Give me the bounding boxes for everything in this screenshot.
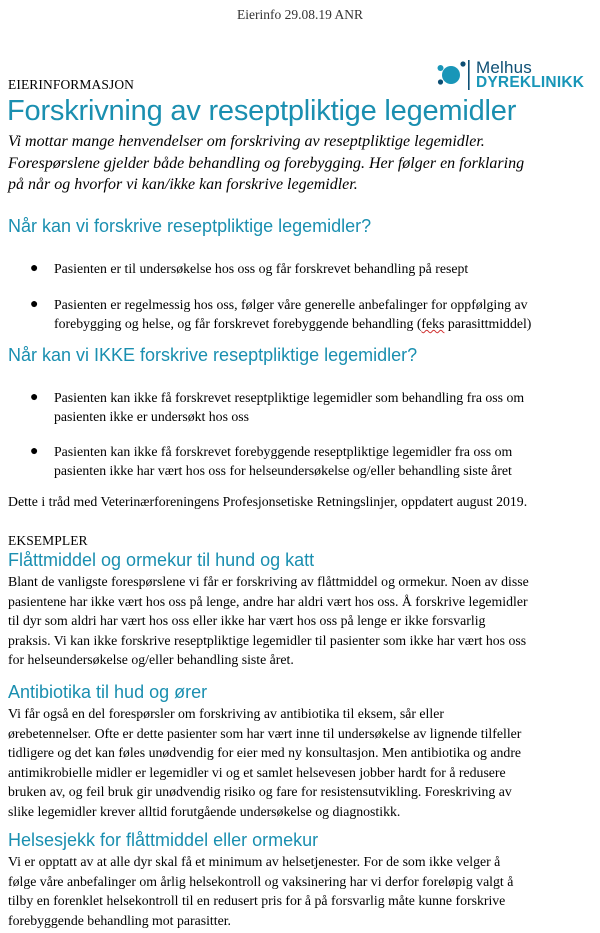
paragraph-line: bruken av, og feil bruk gir unødvendig risiko og fare for resistensutvikling. Foreskriving av — [8, 784, 512, 799]
paragraph-line: ørebetennelser. Ofte er dette pasienter som har vært inne til undersøkelse av lignende tilfeller — [8, 725, 522, 741]
list-item-text: Pasienten kan ikke få forskrevet reseptpliktige legemidler som behandling fra oss om — [54, 390, 525, 405]
bullet-icon: ● — [30, 390, 39, 405]
example-heading: Helsesjekk for flåttmiddel eller ormekur — [8, 830, 319, 850]
paragraph-line: tidligere og det kan føles unødvendig for eier med ny konsultasjon. Men antibiotika og andre — [8, 745, 522, 760]
bullet-icon: ● — [30, 261, 39, 276]
paragraph-line: Vi får også en del forespørsler om forskriving av antibiotika til eksem, sår eller — [8, 706, 444, 721]
example-paragraph — [8, 852, 593, 930]
paragraph-line: forebyggende behandling mot parasitter. — [8, 912, 231, 928]
example-paragraph — [8, 704, 593, 821]
section-heading-cannot: Når kan vi IKKE forskrive reseptpliktige legemidler? — [8, 345, 418, 365]
section-heading-can: Når kan vi forskrive reseptpliktige legemidler? — [8, 216, 372, 236]
paragraph-line: Vi er opptatt av at alle dyr skal få et minimum av helsetjenester. For de som ikke velger å — [8, 854, 501, 869]
paragraph-line: tilby en forenklet helsekontroll til en redusert pris for å på forsvarlig måte kunne forskrive — [8, 893, 506, 908]
document-title: Forskrivning av reseptpliktige legemidler — [7, 95, 517, 127]
list-item-text: Pasienten kan ikke få forskrevet forebyggende reseptpliktige legemidler fra oss om — [54, 444, 513, 459]
list-item-text: Pasienten er regelmessig hos oss, følger våre generelle anbefalinger for oppfølging av — [54, 297, 528, 312]
intro-paragraph — [8, 131, 593, 196]
list-item-text-part: forebygging og helse, og får forskrevet forebyggende behandling ( — [54, 316, 422, 331]
example-paragraph — [8, 572, 593, 670]
paragraph-line: for helseundersøkelse og/eller behandling siste året. — [8, 652, 294, 667]
paragraph-line: antimikrobielle midler er legemidler vi og et samlet helsevesen jobber hardt for å redusere — [8, 764, 506, 780]
paragraph-line: pasientene har ikke vært hos oss på lenge, andre har aldri vært hos oss. Å forskrive legemidler — [8, 593, 528, 609]
logo-line2: DYREKLINIKK — [476, 74, 585, 91]
list-item-text: pasienten ikke er undersøkt hos oss — [54, 409, 250, 424]
clinic-logo — [437, 58, 597, 94]
spellcheck-word: feks — [421, 316, 445, 331]
logo-line1: Melhus — [476, 58, 533, 77]
example-heading: Flåttmiddel og ormekur til hund og katt — [8, 550, 315, 570]
guidelines-note: Dette i tråd med Veterinærforeningens Profesjonsetiske Retningslinjer, oppdatert august 2019. — [8, 494, 528, 509]
examples-kicker: EKSEMPLER — [8, 533, 88, 548]
document-kicker: EIERINFORMASJON — [8, 77, 135, 92]
paragraph-line: slike legemidler krever alltid forutgående undersøkelse og diagnostikk. — [8, 803, 401, 819]
example-heading: Antibiotika til hud og ører — [8, 682, 208, 702]
list-item-text: Pasienten er til undersøkelse hos oss og får forskrevet behandling på resept — [54, 261, 469, 276]
list-item-text-part: parasittmiddel) — [444, 316, 532, 331]
bullet-icon: ● — [30, 444, 39, 459]
intro-line: Forespørslene gjelder både behandling og forebygging. Her følger en forklaring — [8, 154, 525, 172]
header-info: Eierinfo 29.08.19 ANR — [237, 7, 363, 22]
paragraph-line: Blant de vanligste forespørslene vi får er forskriving av flåttmiddel og ormekur. Noen av disse — [8, 574, 529, 589]
logo-dots-icon — [437, 58, 473, 94]
paragraph-line: praksis. Vi kan ikke forskrive reseptpliktige legemidler til pasienter som ikke har vært hos oss — [8, 632, 527, 648]
list-item-text: pasienten ikke har vært hos oss for helseundersøkelse og/eller behandling siste året — [54, 463, 512, 478]
intro-line: Vi mottar mange henvendelser om forskriving av reseptpliktige legemidler. — [8, 133, 485, 150]
paragraph-line: til dyr som aldri har vært hos oss eller ikke har vært hos oss på lenge er ikke forsvarlig — [8, 613, 486, 628]
intro-line: på når og hvorfor vi kan/ikke kan forskrive legemidler. — [8, 176, 358, 193]
paragraph-line: følge våre anbefalinger om årlig helsekontroll og vaksinering har vi derfor foreløpig valgt å — [8, 873, 514, 889]
list-item-text-line — [54, 314, 531, 333]
bullet-icon: ● — [30, 297, 39, 312]
